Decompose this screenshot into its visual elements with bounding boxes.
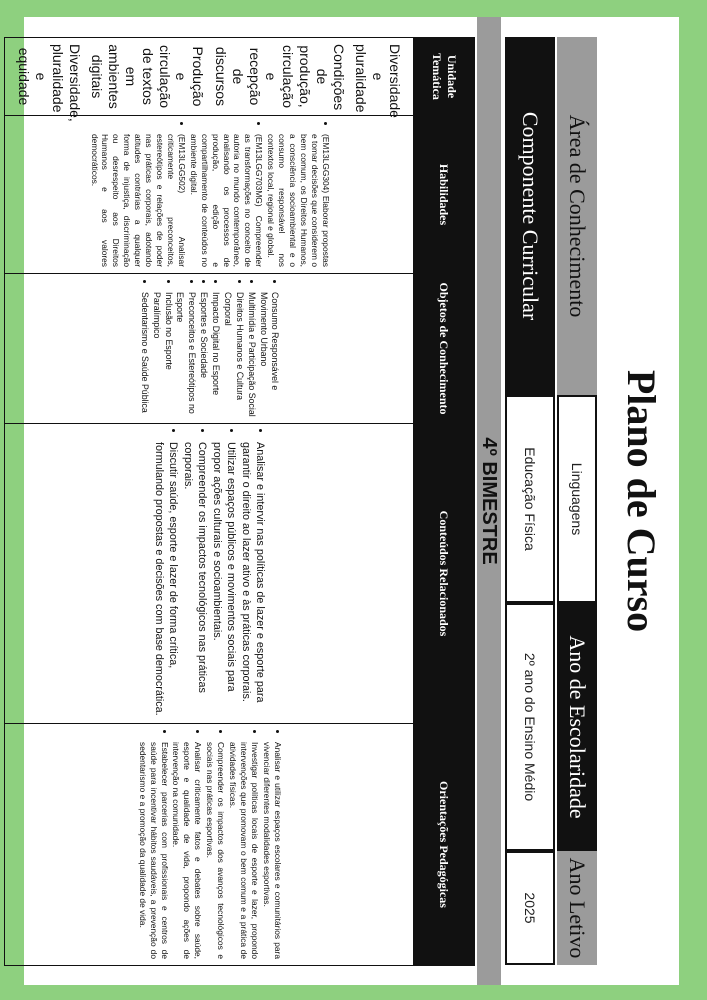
col-conteudos-relacionados: Conteúdos Relacionados (414, 424, 475, 724)
objetos-cell (5, 274, 414, 424)
orientacao-item: • Analisar e utilizar espaços escolares e comunitários para vivenciar diferentes modalidades esportivas. (261, 742, 283, 959)
conteudo-item: • Utilizar espaços públicos e movimentos sociais para propor ações culturais e socioambientais. (209, 442, 238, 717)
conteudo-item: • Discutir saúde, esporte e lazer de forma crítica, formulando propostas e decisões com base democrática. (151, 442, 180, 717)
habilidade-item: • (EM13LGG502) Analisar criticamente preconceitos, estereótipos e relações de poder nas práticas corporais, adotando atitudes contrárias a qualquer forma de injustiça, discriminação ou desrespeito aos Direitos Humanos e aos valores democráticos. (89, 134, 187, 267)
document-page (16, 17, 679, 985)
col-objetos-conhecimento: Objetos de Conhecimento (414, 274, 475, 424)
conteudo-item: • Analisar e intervir nas políticas de lazer e esporte para garantir o direito ao lazer ativo e às práticas corporais. (238, 442, 267, 717)
objeto-item: • Sedentarismo e Saúde Pública (138, 292, 150, 417)
objeto-item: • Direitos Humanos e Cultura Corporal (221, 292, 245, 417)
ano-letivo-label: Ano Letivo (557, 851, 597, 965)
col-orientacoes-pedagogicas: Orientações Pedagógicas (414, 724, 475, 966)
unidade-item: Diversidade e pluralidade (353, 44, 403, 118)
habilidade-item: • (EM13LGG304) Elaborar propostas e tomar decisões que considerem o bem comum, os Direitos Humanos, a consciência socioambiental e o consumo responsável nos contextos local, regional e global. (265, 134, 331, 267)
unidade-tematica-cell (5, 38, 414, 122)
unidade-item: Produção e circulação de textos em ambientes digitais (89, 44, 207, 109)
objeto-item: • Consumo Responsável e Movimento Urbano (257, 292, 281, 417)
area-conhecimento-value: Linguagens (557, 395, 597, 603)
orientacao-item: • Analisar criticamente fatos e debates sobre saúde, esporte e qualidade de vida, propondo ações de intervenção na comunidade. (171, 742, 204, 959)
objeto-item: • Inclusão no Esporte Paralímpico (150, 292, 174, 417)
objeto-item: • Multimídia e Participação Social (245, 292, 257, 417)
bimestre-banner: 4º BIMESTRE (477, 17, 501, 985)
ano-escolaridade-value: 2º ano do Ensino Médio (505, 603, 555, 851)
ano-letivo-value: 2025 (505, 851, 555, 965)
orientacao-item: • Investigar políticas locais de esporte e lazer, propondo intervenções que promovam o bem comum e a prática de atividades físicas. (227, 742, 260, 959)
unidade-item: Diversidade, pluralidade e equidade (16, 44, 83, 122)
course-plan-table (4, 37, 475, 966)
habilidades-cell (5, 116, 414, 274)
objeto-item: • Esportes e Sociedade (197, 292, 209, 417)
ano-escolaridade-label: Ano de Escolaridade (557, 603, 597, 851)
conteudo-item: • Compreender os impactos tecnológicos nas práticas corporais. (180, 442, 209, 717)
unidade-item: Condições de produção, circulação e recepção de discursos (213, 44, 347, 111)
col-habilidades: Habilidades (414, 116, 475, 274)
table-row (5, 38, 414, 966)
table-header-row (414, 38, 475, 966)
rotated-landscape-content (16, 17, 679, 985)
componente-curricular-label: Componente Curricular (505, 37, 555, 395)
orientacao-item: • Estabelecer parcerias com profissionais e centros de saúde para incentivar hábitos saudáveis, a prevenção do sedentarismo e a promoção da qualidade de vida. (137, 742, 170, 959)
orientacao-item: • Compreender os impactos dos avanços tecnológicos e sociais nas práticas esportivas. (204, 742, 226, 959)
orientacoes-cell (5, 724, 414, 966)
area-conhecimento-label: Área de Conhecimento (557, 37, 597, 395)
habilidade-item: • (EM13LGG703MG) Compreender as transformações no conceito de autoria no mundo contemporâneo, analisando os processos de produção, edição e compartilhamento de conteúdos no ambiente digital. (188, 134, 264, 267)
objeto-item: • Impacto Digital no Esporte (209, 292, 221, 417)
componente-curricular-value: Educação Física (505, 395, 555, 603)
conteudos-cell (5, 424, 414, 724)
page-title: Plano de Curso (619, 369, 664, 633)
objeto-item: • Preconceitos e Estereótipos no Esporte (174, 292, 198, 417)
col-unidade-tematica: Unidade Temática (414, 38, 475, 116)
